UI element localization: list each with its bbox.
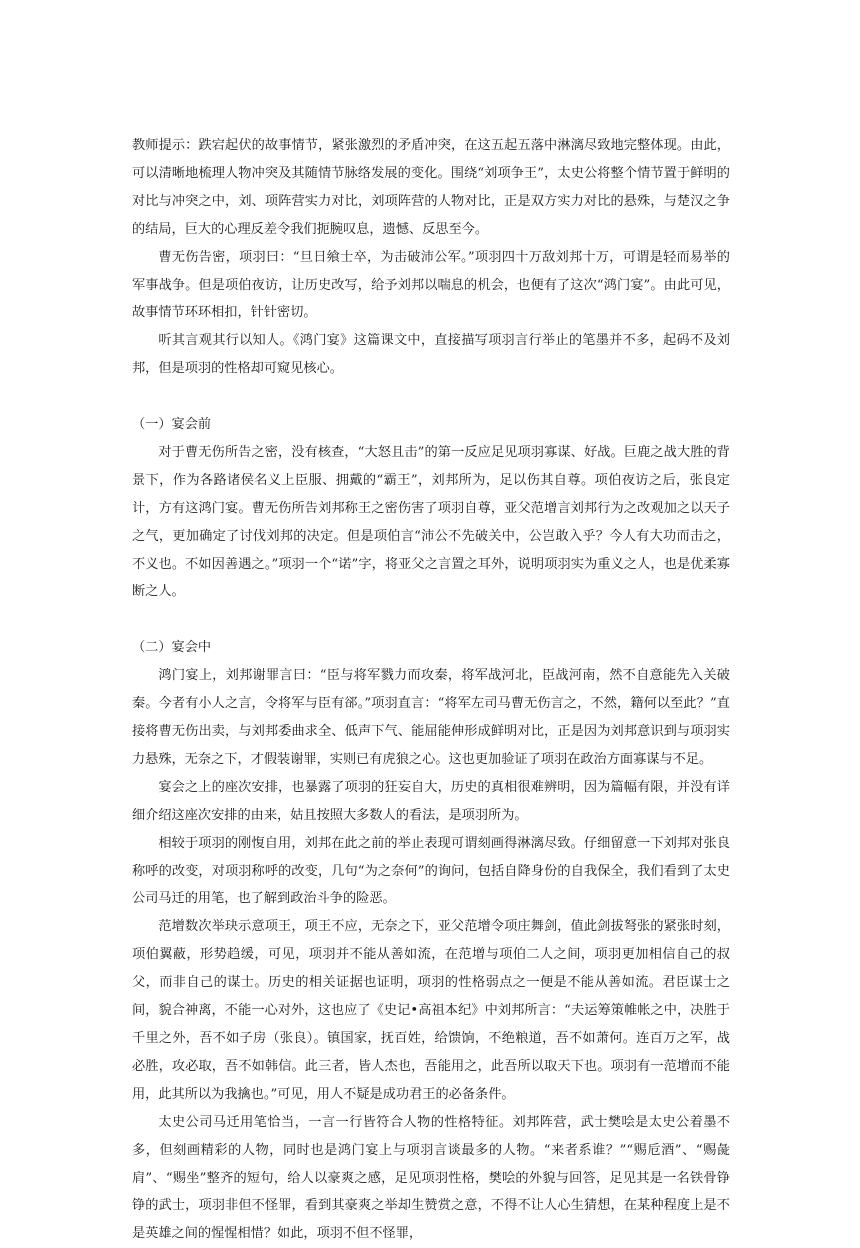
- document-body: [132, 132, 730, 1248]
- body-paragraph: 对于曹无伤所告之密，没有核查，“大怒且击”的第一反应足见项羽寡谋、好战。巨鹿之战大胜的背景下，作为各路诸侯名义上臣服、拥戴的“霸王”，刘邦所为，足以伤其自尊。项伯夜访之后，张良定计，方有这鸿门宴。曹无伤所告刘邦称王之密伤害了项羽自尊，亚父范增言刘邦行为之改观加之以天子之气，更加确定了讨伐刘邦的决定。但是项伯言“沛公不先破关中，公岂敢入乎？今人有大功而击之，不义也。不如因善遇之。”项羽一个“诺”字，将亚父之言置之耳外，说明项羽实为重义之人，也是优柔寡断之人。: [132, 444, 730, 600]
- body-paragraph: 相较于项羽的刚愎自用，刘邦在此之前的举止表现可谓刻画得淋漓尽致。仔细留意一下刘邦对张良称呼的改变，对项羽称呼的改变，几句“为之奈何”的询问，包括自降身份的自我保全，我们看到了太史公司马迁的用笔，也了解到政治斗争的险恶。: [132, 835, 730, 907]
- section-heading: （二）宴会中: [132, 640, 212, 656]
- body-paragraph: 宴会之上的座次安排，也暴露了项羽的狂妄自大，历史的真相很难辨明，因为篇幅有限，并没有详细介绍这座次安排的由来，姑且按照大多数人的看法，是项羽所为。: [132, 779, 730, 823]
- body-paragraph: 鸿门宴上，刘邦谢罪言曰：“臣与将军戮力而攻秦，将军战河北，臣战河南，然不自意能先入关破秦。今者有小人之言，令将军与臣有郤。”项羽直言：“将军左司马曹无伤言之，不然，籍何以至此？”直接将曹无伤出卖，与刘邦委曲求全、低声下气、能屈能伸形成鲜明对比，正是因为刘邦意识到与项羽实力悬殊，无奈之下，才假装谢罪，实则已有虎狼之心。这也更加验证了项羽在政治方面寡谋与不足。: [132, 668, 730, 767]
- body-paragraph: 曹无伤告密，项羽曰：“旦日飨士卒，为击破沛公军。”项羽四十万敌刘邦十万，可谓是轻而易举的军事战争。但是项伯夜访，让历史改写，给予刘邦以喘息的机会，也便有了这次“鸿门宴”。由此可见，故事情节环环相扣，针针密切。: [132, 249, 730, 321]
- body-paragraph: 范增数次举玦示意项王，项王不应，无奈之下，亚父范增令项庄舞剑，值此剑拔弩张的紧张时刻，项伯翼蔽，形势趋缓，可见，项羽并不能从善如流，在范增与项伯二人之间，项羽更加相信自己的叔父，而非自己的谋士。历史的相关证据也证明，项羽的性格弱点之一便是不能从善如流。君臣谋士之间，貌合神离，不能一心对外，这也应了《史记•高祖本纪》中刘邦所言：“夫运筹策帷帐之中，决胜于千里之外，吾不如子房（张良）。镇国家，抚百姓，给馈饷，不绝粮道，吾不如萧何。连百万之军，战必胜，攻必取，吾不如韩信。此三者，皆人杰也，吾能用之，此吾所以取天下也。项羽有一范增而不能用，此其所以为我擒也。”可见，用人不疑是成功君王的必备条件。: [132, 919, 730, 1102]
- body-paragraph: 教师提示：跌宕起伏的故事情节，紧张激烈的矛盾冲突，在这五起五落中淋漓尽致地完整体现。由此，可以清晰地梳理人物冲突及其随情节脉络发展的变化。围绕“刘项争王”，太史公将整个情节置于鲜明的对比与冲突之中，刘、项阵营实力对比，刘项阵营的人物对比，正是双方实力对比的悬殊，与楚汉之争的结局，巨大的心理反差令我们扼腕叹息，遗憾、反思至今。: [132, 138, 730, 237]
- body-paragraph: 听其言观其行以知人。《鸿门宴》这篇课文中，直接描写项羽言行举止的笔墨并不多，起码不及刘邦，但是项羽的性格却可窥见核心。: [132, 333, 730, 377]
- body-paragraph: 太史公司马迁用笔恰当，一言一行皆符合人物的性格特征。刘邦阵营，武士樊哙是太史公着墨不多，但刻画精彩的人物，同时也是鸿门宴上与项羽言谈最多的人物。“来者系谁？”“赐卮酒”、“赐彘肩”、“赐坐”整齐的短句，给人以豪爽之感，足见项羽性格，樊哙的外貌与回答，足见其是一名铁骨铮铮的武士，项羽非但不怪罪，看到其豪爽之举却生赞赏之意，不得不让人心生猜想，在某种程度上是不是英雄之间的惺惺相惜？如此，项羽不但不怪罪，: [132, 1114, 730, 1242]
- section-heading: （一）宴会前: [132, 417, 212, 433]
